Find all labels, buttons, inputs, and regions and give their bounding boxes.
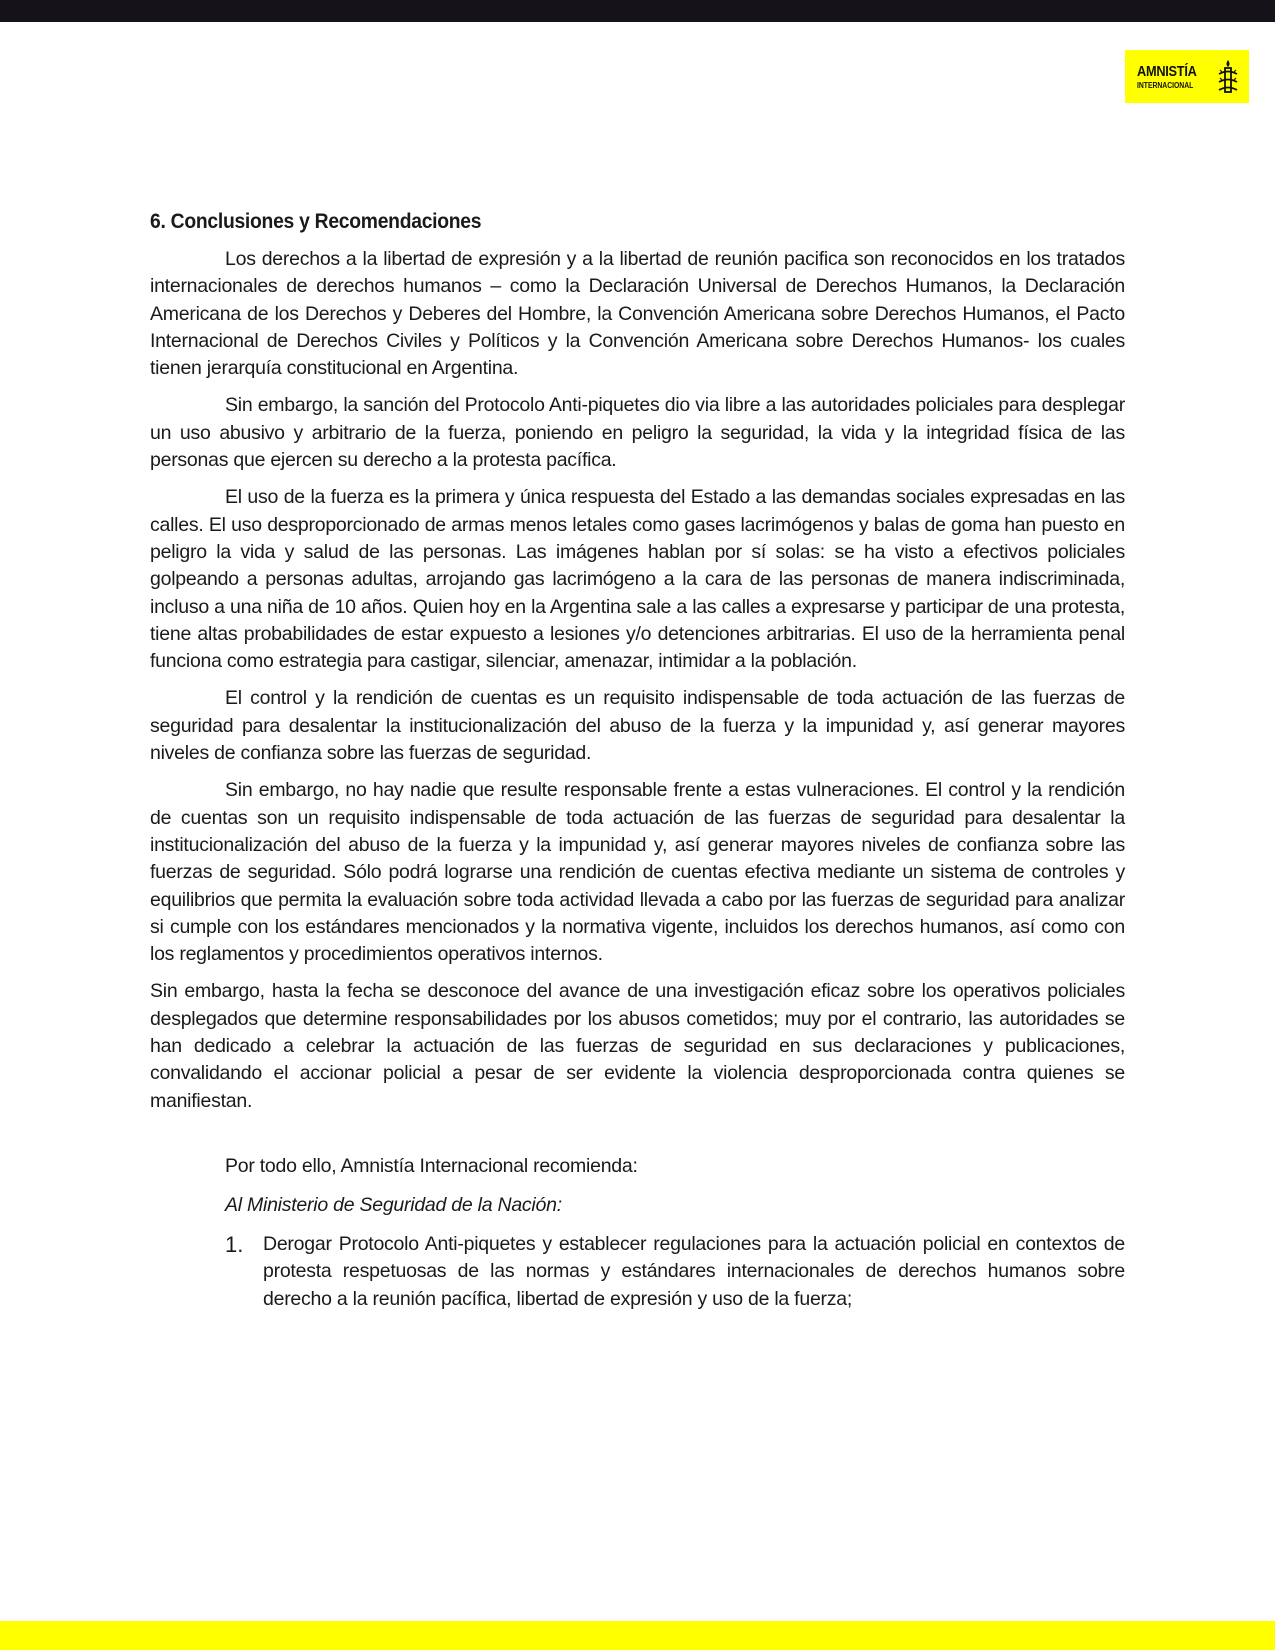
candle-barbed-wire-icon <box>1215 58 1241 96</box>
list-item-number: 1. <box>225 1231 244 1257</box>
section-heading: 6. Conclusiones y Recomendaciones <box>150 210 482 233</box>
bottom-bar <box>0 1621 1275 1650</box>
logo-name-line2: INTERNACIONAL <box>1137 80 1194 90</box>
paragraph: Los derechos a la libertad de expresión y a la libertad de reunión pacifica son reconocidos en los tratados internacionales de derechos humanos – como la Declaración Universal de Derechos Humanos, la Declaración Americana de los Derechos y Deberes del Hombre, la Convención Americana sobre Derechos Humanos, el Pacto Internacional de Derechos Civiles y Políticos y la Convención Americana sobre Derechos Humanos- los cuales tienen jerarquía constitucional en Argentina. <box>150 248 1125 380</box>
paragraph: Sin embargo, hasta la fecha se desconoce del avance de una investigación eficaz sobre los operativos policiales desplegados que determine responsabilidades por los abusos cometidos; muy por el contrario, las autoridades se han dedicado a celebrar la actuación de las fuerzas de seguridad en sus declaraciones y publicaciones, convalidando el accionar policial a pesar de ser evidente la violencia desproporcionada contra quienes se manifiestan. <box>150 980 1125 1112</box>
list-item-text: Derogar Protocolo Anti-piquetes y establecer regulaciones para la actuación policial en contextos de protesta respetuosas de las normas y estándares internacionales de derechos humanos sobre derecho a la reunión pacífica, libertad de expresión y uso de la fuerza; <box>263 1232 1125 1310</box>
recommendations-addressee: Al Ministerio de Seguridad de la Nación: <box>225 1193 562 1216</box>
recommendations-intro: Por todo ello, Amnistía Internacional recomienda: <box>225 1154 638 1177</box>
paragraph: Sin embargo, la sanción del Protocolo Anti-piquetes dio via libre a las autoridades policiales para desplegar un uso abusivo y arbitrario de la fuerza, poniendo en peligro la seguridad, la vida y la integridad física de las personas que ejercen su derecho a la protesta pacífica. <box>150 394 1125 472</box>
paragraph: Sin embargo, no hay nadie que resulte responsable frente a estas vulneraciones. El control y la rendición de cuentas son un requisito indispensable de toda actuación de las fuerzas de seguridad para desalentar la institucionalización del abuso de la fuerza y la impunidad y, así generar mayores niveles de confianza sobre las fuerzas de seguridad. Sólo podrá lograrse una rendición de cuentas efectiva mediante un sistema de controles y equilibrios que permita la evaluación sobre toda actividad llevada a cabo por las fuerzas de seguridad para analizar si cumple con los estándares mencionados y la normativa vigente, incluidos los derechos humanos, así como con los reglamentos y procedimientos operativos internos. <box>150 779 1125 966</box>
amnesty-logo <box>1125 50 1249 103</box>
logo-name-line1: AMNISTÍA <box>1137 62 1197 80</box>
list-item <box>225 1231 1125 1314</box>
top-bar <box>0 0 1275 22</box>
recommendations <box>150 1153 1125 1314</box>
recommendations-list <box>225 1231 1125 1314</box>
paragraph: El control y la rendición de cuentas es un requisito indispensable de toda actuación de las fuerzas de seguridad para desalentar la institucionalización del abuso de la fuerza y la impunidad y, así generar mayores niveles de confianza sobre las fuerzas de seguridad. <box>150 687 1125 765</box>
document-body <box>150 210 1125 1313</box>
paragraph: El uso de la fuerza es la primera y única respuesta del Estado a las demandas sociales expresadas en las calles. El uso desproporcionado de armas menos letales como gases lacrimógenos y balas de goma han puesto en peligro la vida y salud de las personas. Las imágenes hablan por sí solas: se ha visto a efectivos policiales golpeando a personas adultas, arrojando gas lacrimógeno a la cara de las personas de manera indiscriminada, incluso a una niña de 10 años. Quien hoy en la Argentina sale a las calles a expresarse y participar de una protesta, tiene altas probabilidades de estar expuesto a lesiones y/o detenciones arbitrarias. El uso de la herramienta penal funciona como estrategia para castigar, silenciar, amenazar, intimidar a la población. <box>150 486 1125 673</box>
